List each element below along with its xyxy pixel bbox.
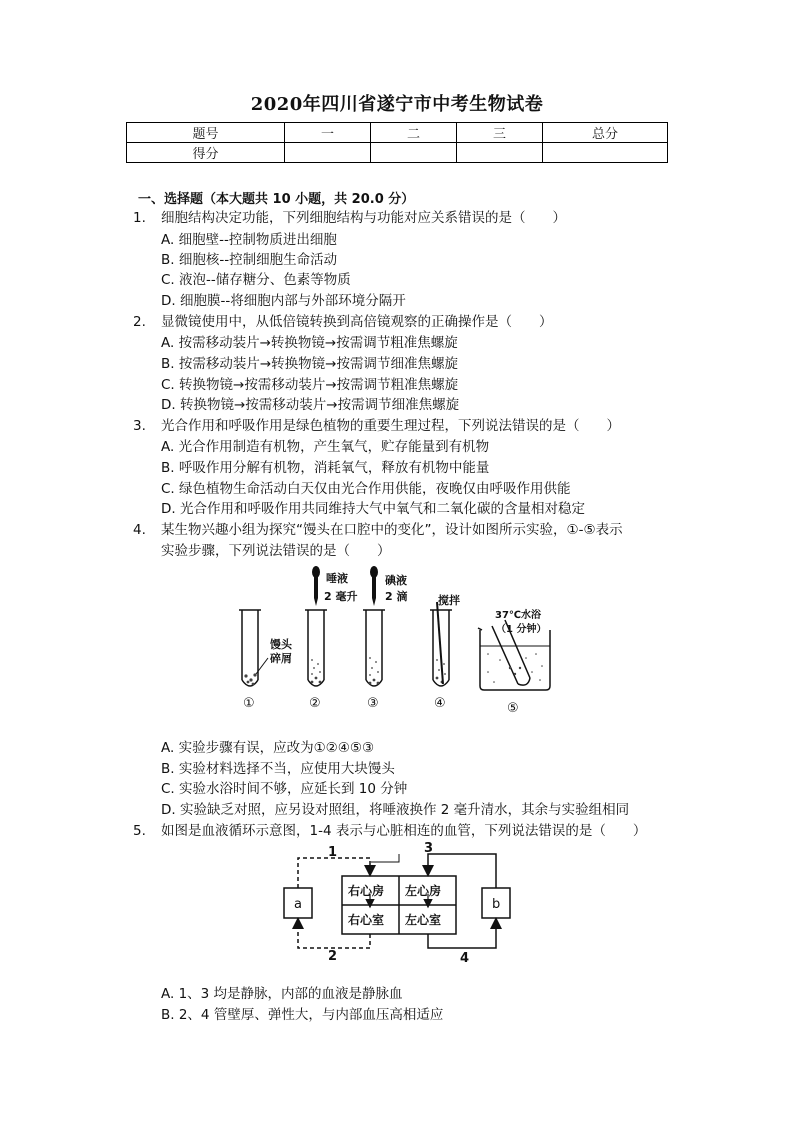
test-tube-1 (239, 610, 261, 686)
score-header-cell: 三 (457, 123, 543, 143)
option-b: B. 2、4 管壁厚、弹性大，与内部血压高相适应 (161, 1007, 444, 1023)
score-table-header-row (127, 123, 668, 143)
vessel-4-label: 4 (460, 951, 470, 966)
vessel-2-label: 2 (328, 949, 338, 964)
label-saliva: 唾液 (326, 572, 348, 585)
question-number: 3. (133, 418, 146, 434)
score-table (126, 122, 668, 163)
option-b: B. 按需移动装片→转换物镜→按需调节细准焦螺旋 (161, 356, 458, 372)
box-b-label: b (492, 897, 501, 912)
score-cell (371, 143, 457, 163)
question-1 (133, 208, 663, 228)
step-4-label: ④ (434, 696, 446, 711)
question-number: 4. (133, 522, 146, 538)
score-row-label: 得分 (127, 143, 285, 163)
question-stem: 显微镜使用中，从低倍镜转换到高倍镜观察的正确操作是（ ） (161, 314, 553, 330)
question-2 (133, 312, 663, 332)
option-c: C. 液泡--储存糖分、色素等物质 (161, 272, 351, 288)
step-1-label: ① (243, 696, 255, 711)
option-a: A. 细胞壁--控制物质进出细胞 (161, 232, 337, 248)
score-cell (457, 143, 543, 163)
score-header-cell: 题号 (127, 123, 285, 143)
section-heading: 一、选择题（本大题共 10 小题，共 20.0 分） (138, 192, 415, 207)
label-2drops: 2 滴 (385, 590, 408, 603)
label-one-minute: （1 分钟） (496, 624, 547, 635)
option-a: A. 实验步骤有误，应改为①②④⑤③ (161, 740, 375, 756)
question-5 (133, 821, 663, 841)
label-stir: 搅拌 (438, 594, 460, 607)
question-stem: 某生物兴趣小组为探究“馒头在口腔中的变化”，设计如图所示实验，①-⑤表示 (161, 522, 623, 538)
option-b: B. 呼吸作用分解有机物，消耗氧气，释放有机物中能量 (161, 460, 490, 476)
question-number: 2. (133, 314, 146, 330)
test-tube-experiment-figure (230, 562, 600, 718)
step-5-label: ⑤ (507, 701, 519, 716)
score-header-cell: 二 (371, 123, 457, 143)
question-3 (133, 416, 663, 436)
question-stem-continued: 实验步骤，下列说法错误的是（ ） (161, 543, 391, 559)
option-a: A. 1、3 均是静脉，内部的血液是静脉血 (161, 986, 403, 1002)
question-stem: 细胞结构决定功能，下列细胞结构与功能对应关系错误的是（ ） (161, 210, 566, 226)
option-d: D. 转换物镜→按需移动装片→按需调节细准焦螺旋 (161, 397, 460, 413)
option-d: D. 细胞膜--将细胞内部与外部环境分隔开 (161, 293, 406, 309)
score-table-score-row (127, 143, 668, 163)
option-c: C. 绿色植物生命活动白天仅由光合作用供能，夜晚仅由呼吸作用供能 (161, 481, 571, 497)
test-tube-2 (305, 610, 327, 686)
vessel-3 (428, 854, 496, 888)
option-a: A. 按需移动装片→转换物镜→按需调节粗准焦螺旋 (161, 335, 458, 351)
option-b: B. 实验材料选择不当，应使用大块馒头 (161, 761, 395, 777)
box-a-label: a (294, 897, 302, 912)
question-number: 5. (133, 823, 146, 839)
liquid-in-tube-2 (311, 659, 322, 683)
score-header-cell: 一 (285, 123, 371, 143)
question-stem: 如图是血液循环示意图，1-4 表示与心脏相连的血管，下列说法错误的是（ ） (161, 823, 647, 839)
dropper-icon (370, 566, 378, 606)
right-atrium-label: 右心房 (348, 884, 385, 898)
score-header-cell: 总分 (543, 123, 668, 143)
question-number: 1. (133, 210, 146, 226)
score-cell (285, 143, 371, 163)
label-iodine: 碘液 (385, 574, 407, 587)
vessel-3-label: 3 (424, 841, 434, 856)
dropper-icon (312, 566, 320, 606)
option-c: C. 实验水浴时间不够，应延长到 10 分钟 (161, 781, 408, 797)
step-2-label: ② (309, 696, 321, 711)
liquid-in-tube-3 (369, 657, 380, 684)
label-2ml: 2 毫升 (324, 590, 358, 603)
vessel-1-label: 1 (328, 845, 338, 860)
test-tube-3 (363, 610, 385, 686)
option-c: C. 转换物镜→按需移动装片→按需调节粗准焦螺旋 (161, 377, 459, 393)
score-cell (543, 143, 668, 163)
question-4 (133, 520, 663, 540)
label-mantou: 馒头 (270, 638, 292, 651)
option-a: A. 光合作用制造有机物，产生氧气，贮存能量到有机物 (161, 439, 490, 455)
stirring-rod-icon (437, 602, 443, 684)
left-ventricle-label: 左心室 (405, 913, 442, 927)
step-3-label: ③ (367, 696, 379, 711)
left-atrium-label: 左心房 (405, 884, 442, 898)
question-stem: 光合作用和呼吸作用是绿色植物的重要生理过程，下列说法错误的是（ ） (161, 418, 620, 434)
page-title: 2020年四川省遂宁市中考生物试卷 (250, 94, 544, 115)
option-d: D. 光合作用和呼吸作用共同维持大气中氧气和二氧化碳的含量相对稳定 (161, 501, 585, 517)
label-crumbs: 碎屑 (270, 652, 292, 665)
option-b: B. 细胞核--控制细胞生命活动 (161, 252, 338, 268)
right-ventricle-label: 右心室 (348, 913, 385, 927)
blood-circulation-figure (276, 840, 526, 970)
option-d: D. 实验缺乏对照，应另设对照组，将唾液换作 2 毫升清水，其余与实验组相同 (161, 802, 630, 818)
label-water-bath: 37℃水浴 (495, 610, 542, 621)
